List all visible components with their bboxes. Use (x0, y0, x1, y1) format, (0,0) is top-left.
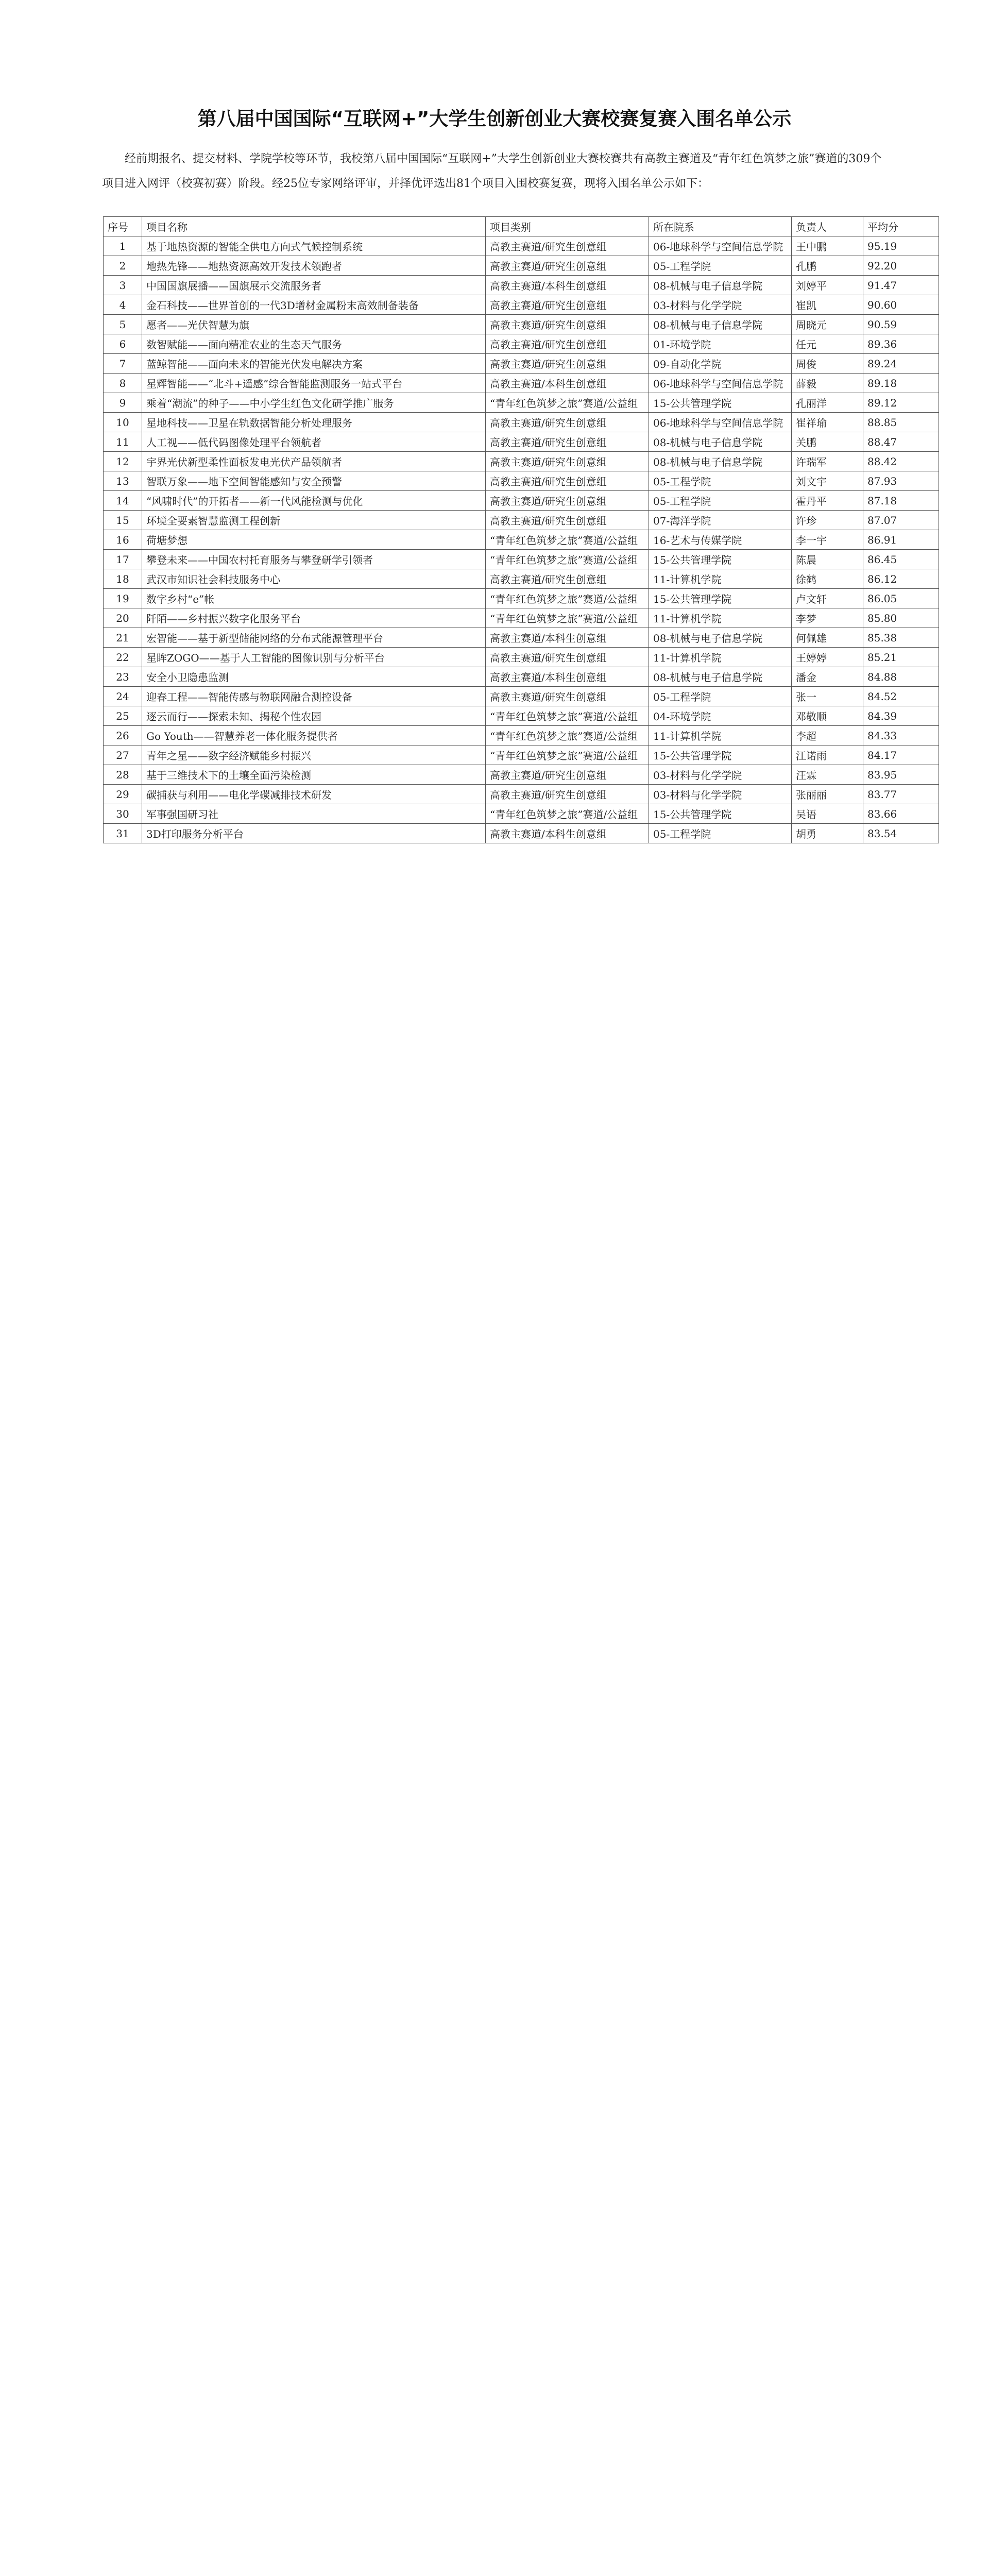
cell-leader: 许珍 (792, 511, 863, 530)
cell-name: 数字乡村“e”帐 (142, 589, 486, 608)
cell-college: 08-机械与电子信息学院 (649, 628, 792, 648)
cell-leader: 潘金 (792, 667, 863, 687)
cell-num: 18 (104, 569, 142, 589)
cell-num: 11 (104, 432, 142, 452)
cell-num: 5 (104, 315, 142, 334)
cell-track: “青年红色筑梦之旅”赛道/公益组 (486, 530, 649, 550)
cell-num: 1 (104, 236, 142, 256)
shortlist-table (103, 216, 939, 843)
cell-leader: 王中鹏 (792, 236, 863, 256)
cell-num: 26 (104, 726, 142, 745)
cell-track: 高教主赛道/研究生创意组 (486, 511, 649, 530)
cell-college: 03-材料与化学学院 (649, 295, 792, 315)
table-row (104, 628, 939, 648)
table-row (104, 706, 939, 726)
cell-score: 83.66 (863, 804, 939, 824)
table-row (104, 608, 939, 628)
cell-leader: 卢文轩 (792, 589, 863, 608)
cell-num: 27 (104, 745, 142, 765)
cell-name: 星眸ZOGO——基于人工智能的图像识别与分析平台 (142, 648, 486, 667)
table-row (104, 374, 939, 393)
cell-leader: 崔祥瑜 (792, 413, 863, 432)
cell-name: 武汉市知识社会科技服务中心 (142, 569, 486, 589)
cell-college: 03-材料与化学学院 (649, 785, 792, 804)
cell-college: 15-公共管理学院 (649, 393, 792, 413)
cell-name: 阡陌——乡村振兴数字化服务平台 (142, 608, 486, 628)
cell-name: 逐云而行——探索未知、揭秘个性农园 (142, 706, 486, 726)
cell-leader: 何佩雄 (792, 628, 863, 648)
cell-college: 06-地球科学与空间信息学院 (649, 374, 792, 393)
cell-score: 86.91 (863, 530, 939, 550)
cell-track: 高教主赛道/研究生创意组 (486, 491, 649, 511)
table-row (104, 804, 939, 824)
cell-college: 05-工程学院 (649, 824, 792, 843)
table-row (104, 765, 939, 785)
cell-score: 89.18 (863, 374, 939, 393)
cell-college: 11-计算机学院 (649, 608, 792, 628)
cell-score: 87.18 (863, 491, 939, 511)
cell-track: 高教主赛道/本科生创意组 (486, 276, 649, 295)
cell-college: 15-公共管理学院 (649, 550, 792, 569)
table-row (104, 315, 939, 334)
table-row (104, 824, 939, 843)
cell-name: 愿者——光伏智慧为旗 (142, 315, 486, 334)
cell-score: 89.12 (863, 393, 939, 413)
table-row (104, 569, 939, 589)
table-row (104, 295, 939, 315)
cell-track: 高教主赛道/研究生创意组 (486, 315, 649, 334)
cell-name: 智联万象——地下空间智能感知与安全预警 (142, 471, 486, 491)
cell-score: 91.47 (863, 276, 939, 295)
cell-college: 11-计算机学院 (649, 726, 792, 745)
cell-score: 89.24 (863, 354, 939, 374)
cell-leader: 周俊 (792, 354, 863, 374)
cell-college: 07-海洋学院 (649, 511, 792, 530)
cell-score: 89.36 (863, 334, 939, 354)
cell-score: 83.77 (863, 785, 939, 804)
cell-leader: 王婷婷 (792, 648, 863, 667)
cell-track: 高教主赛道/研究生创意组 (486, 256, 649, 276)
document-title: 第八届中国国际“互联网+”大学生创新创业大赛校赛复赛入围名单公示 (197, 108, 792, 130)
header-college: 所在院系 (649, 217, 792, 236)
cell-num: 24 (104, 687, 142, 706)
table-row (104, 667, 939, 687)
cell-track: 高教主赛道/本科生创意组 (486, 667, 649, 687)
cell-name: 星辉智能——“北斗+遥感”综合智能监测服务一站式平台 (142, 374, 486, 393)
cell-num: 3 (104, 276, 142, 295)
table-row (104, 354, 939, 374)
table-row (104, 687, 939, 706)
cell-leader: 周晓元 (792, 315, 863, 334)
cell-num: 2 (104, 256, 142, 276)
cell-score: 84.88 (863, 667, 939, 687)
cell-track: 高教主赛道/研究生创意组 (486, 295, 649, 315)
cell-college: 08-机械与电子信息学院 (649, 315, 792, 334)
cell-num: 21 (104, 628, 142, 648)
cell-score: 86.45 (863, 550, 939, 569)
cell-college: 03-材料与化学学院 (649, 765, 792, 785)
cell-num: 19 (104, 589, 142, 608)
cell-college: 08-机械与电子信息学院 (649, 452, 792, 471)
cell-name: 青年之星——数字经济赋能乡村振兴 (142, 745, 486, 765)
cell-leader: 薛毅 (792, 374, 863, 393)
cell-college: 11-计算机学院 (649, 569, 792, 589)
table-row (104, 471, 939, 491)
table-row (104, 491, 939, 511)
cell-score: 90.60 (863, 295, 939, 315)
table-row (104, 745, 939, 765)
cell-score: 83.54 (863, 824, 939, 843)
cell-track: “青年红色筑梦之旅”赛道/公益组 (486, 706, 649, 726)
cell-name: 攀登未来——中国农村托育服务与攀登研学引领者 (142, 550, 486, 569)
cell-score: 84.17 (863, 745, 939, 765)
cell-score: 88.85 (863, 413, 939, 432)
cell-track: 高教主赛道/研究生创意组 (486, 785, 649, 804)
cell-track: 高教主赛道/研究生创意组 (486, 569, 649, 589)
cell-leader: 任元 (792, 334, 863, 354)
cell-score: 87.93 (863, 471, 939, 491)
cell-college: 15-公共管理学院 (649, 804, 792, 824)
cell-leader: 张丽丽 (792, 785, 863, 804)
cell-name: 环境全要素智慧监测工程创新 (142, 511, 486, 530)
cell-num: 22 (104, 648, 142, 667)
cell-num: 8 (104, 374, 142, 393)
cell-track: 高教主赛道/研究生创意组 (486, 432, 649, 452)
cell-track: “青年红色筑梦之旅”赛道/公益组 (486, 608, 649, 628)
cell-name: 金石科技——世界首创的一代3D增材金属粉末高效制备装备 (142, 295, 486, 315)
cell-leader: 关鹏 (792, 432, 863, 452)
cell-score: 84.52 (863, 687, 939, 706)
cell-college: 11-计算机学院 (649, 648, 792, 667)
cell-num: 9 (104, 393, 142, 413)
table-row (104, 550, 939, 569)
table-row (104, 648, 939, 667)
cell-num: 20 (104, 608, 142, 628)
table-row (104, 413, 939, 432)
cell-name: 宇界光伏新型柔性面板发电光伏产品领航者 (142, 452, 486, 471)
cell-leader: 徐鹤 (792, 569, 863, 589)
cell-track: 高教主赛道/研究生创意组 (486, 236, 649, 256)
cell-name: 碳捕获与利用——电化学碳减排技术研发 (142, 785, 486, 804)
cell-leader: 李一宇 (792, 530, 863, 550)
table-row (104, 276, 939, 295)
table-row (104, 393, 939, 413)
cell-num: 31 (104, 824, 142, 843)
cell-college: 08-机械与电子信息学院 (649, 276, 792, 295)
intro-paragraph: 经前期报名、提交材料、学院学校等环节，我校第八届中国国际“互联网+”大学生创新创业大赛校赛共有高教主赛道及“青年红色筑梦之旅”赛道的309个项目进入网评（校赛初赛）阶段。经25位专家网络评审，并择优评选出81个项目入围校赛复赛，现将入围名单公示如下： (102, 152, 882, 190)
cell-leader: 崔凯 (792, 295, 863, 315)
cell-score: 90.59 (863, 315, 939, 334)
cell-num: 29 (104, 785, 142, 804)
cell-track: 高教主赛道/研究生创意组 (486, 413, 649, 432)
cell-score: 88.47 (863, 432, 939, 452)
cell-num: 10 (104, 413, 142, 432)
cell-leader: 李梦 (792, 608, 863, 628)
cell-leader: 邓敬顺 (792, 706, 863, 726)
cell-name: 蓝鲸智能——面向未来的智能光伏发电解决方案 (142, 354, 486, 374)
cell-score: 85.80 (863, 608, 939, 628)
cell-track: 高教主赛道/本科生创意组 (486, 824, 649, 843)
cell-name: 人工视——低代码图像处理平台领航者 (142, 432, 486, 452)
cell-track: “青年红色筑梦之旅”赛道/公益组 (486, 804, 649, 824)
cell-name: Go Youth——智慧养老一体化服务提供者 (142, 726, 486, 745)
cell-score: 85.21 (863, 648, 939, 667)
cell-college: 06-地球科学与空间信息学院 (649, 236, 792, 256)
cell-name: 中国国旗展播——国旗展示交流服务者 (142, 276, 486, 295)
cell-leader: 刘婷平 (792, 276, 863, 295)
cell-leader: 许瑞军 (792, 452, 863, 471)
cell-name: 迎春工程——智能传感与物联网融合测控设备 (142, 687, 486, 706)
cell-leader: 吴语 (792, 804, 863, 824)
cell-leader: 李超 (792, 726, 863, 745)
cell-track: “青年红色筑梦之旅”赛道/公益组 (486, 726, 649, 745)
cell-num: 15 (104, 511, 142, 530)
cell-college: 06-地球科学与空间信息学院 (649, 413, 792, 432)
cell-score: 85.38 (863, 628, 939, 648)
cell-track: 高教主赛道/研究生创意组 (486, 648, 649, 667)
cell-num: 28 (104, 765, 142, 785)
table-row (104, 334, 939, 354)
cell-college: 05-工程学院 (649, 491, 792, 511)
cell-college: 04-环境学院 (649, 706, 792, 726)
cell-name: 乘着“潮流”的种子——中小学生红色文化研学推广服务 (142, 393, 486, 413)
cell-name: 军事强国研习社 (142, 804, 486, 824)
cell-leader: 霍丹平 (792, 491, 863, 511)
cell-college: 08-机械与电子信息学院 (649, 432, 792, 452)
cell-num: 17 (104, 550, 142, 569)
table-row (104, 589, 939, 608)
cell-leader: 张一 (792, 687, 863, 706)
cell-leader: 刘文宇 (792, 471, 863, 491)
cell-track: 高教主赛道/研究生创意组 (486, 765, 649, 785)
cell-score: 84.39 (863, 706, 939, 726)
cell-num: 13 (104, 471, 142, 491)
cell-name: 荷塘梦想 (142, 530, 486, 550)
cell-name: 基于三维技术下的土壤全面污染检测 (142, 765, 486, 785)
cell-name: “风啸时代”的开拓者——新一代风能检测与优化 (142, 491, 486, 511)
cell-college: 05-工程学院 (649, 471, 792, 491)
cell-track: “青年红色筑梦之旅”赛道/公益组 (486, 589, 649, 608)
header-num: 序号 (104, 217, 142, 236)
cell-college: 05-工程学院 (649, 256, 792, 276)
cell-num: 6 (104, 334, 142, 354)
cell-college: 08-机械与电子信息学院 (649, 667, 792, 687)
cell-score: 87.07 (863, 511, 939, 530)
header-track: 项目类别 (486, 217, 649, 236)
cell-num: 25 (104, 706, 142, 726)
cell-name: 数智赋能——面向精准农业的生态天气服务 (142, 334, 486, 354)
cell-track: 高教主赛道/本科生创意组 (486, 374, 649, 393)
cell-track: 高教主赛道/本科生创意组 (486, 628, 649, 648)
table-row (104, 785, 939, 804)
cell-college: 16-艺术与传媒学院 (649, 530, 792, 550)
cell-track: 高教主赛道/研究生创意组 (486, 354, 649, 374)
cell-leader: 江诺雨 (792, 745, 863, 765)
cell-college: 01-环境学院 (649, 334, 792, 354)
cell-num: 12 (104, 452, 142, 471)
cell-track: “青年红色筑梦之旅”赛道/公益组 (486, 550, 649, 569)
cell-track: “青年红色筑梦之旅”赛道/公益组 (486, 393, 649, 413)
cell-num: 16 (104, 530, 142, 550)
cell-name: 宏智能——基于新型储能网络的分布式能源管理平台 (142, 628, 486, 648)
cell-track: 高教主赛道/研究生创意组 (486, 452, 649, 471)
header-score: 平均分 (863, 217, 939, 236)
header-leader: 负责人 (792, 217, 863, 236)
cell-name: 安全小卫隐患监测 (142, 667, 486, 687)
cell-score: 88.42 (863, 452, 939, 471)
table-row (104, 511, 939, 530)
cell-name: 地热先锋——地热资源高效开发技术领跑者 (142, 256, 486, 276)
cell-num: 7 (104, 354, 142, 374)
cell-leader: 孔鹏 (792, 256, 863, 276)
cell-score: 84.33 (863, 726, 939, 745)
cell-college: 05-工程学院 (649, 687, 792, 706)
cell-score: 83.95 (863, 765, 939, 785)
cell-num: 4 (104, 295, 142, 315)
cell-score: 86.12 (863, 569, 939, 589)
cell-score: 86.05 (863, 589, 939, 608)
cell-num: 30 (104, 804, 142, 824)
cell-name: 星地科技——卫星在轨数据智能分析处理服务 (142, 413, 486, 432)
cell-college: 15-公共管理学院 (649, 745, 792, 765)
cell-score: 92.20 (863, 256, 939, 276)
cell-track: 高教主赛道/研究生创意组 (486, 471, 649, 491)
table-row (104, 726, 939, 745)
cell-track: “青年红色筑梦之旅”赛道/公益组 (486, 745, 649, 765)
cell-leader: 汪霖 (792, 765, 863, 785)
cell-name: 3D打印服务分析平台 (142, 824, 486, 843)
cell-name: 基于地热资源的智能全供电方向式气候控制系统 (142, 236, 486, 256)
cell-score: 95.19 (863, 236, 939, 256)
table-row (104, 236, 939, 256)
cell-college: 09-自动化学院 (649, 354, 792, 374)
cell-track: 高教主赛道/研究生创意组 (486, 687, 649, 706)
cell-leader: 陈晨 (792, 550, 863, 569)
table-row (104, 530, 939, 550)
cell-leader: 胡勇 (792, 824, 863, 843)
cell-leader: 孔丽洋 (792, 393, 863, 413)
table-row (104, 452, 939, 471)
table-row (104, 432, 939, 452)
table-row (104, 256, 939, 276)
table-header-row (104, 217, 939, 236)
cell-track: 高教主赛道/研究生创意组 (486, 334, 649, 354)
cell-college: 15-公共管理学院 (649, 589, 792, 608)
cell-num: 23 (104, 667, 142, 687)
cell-num: 14 (104, 491, 142, 511)
header-name: 项目名称 (142, 217, 486, 236)
